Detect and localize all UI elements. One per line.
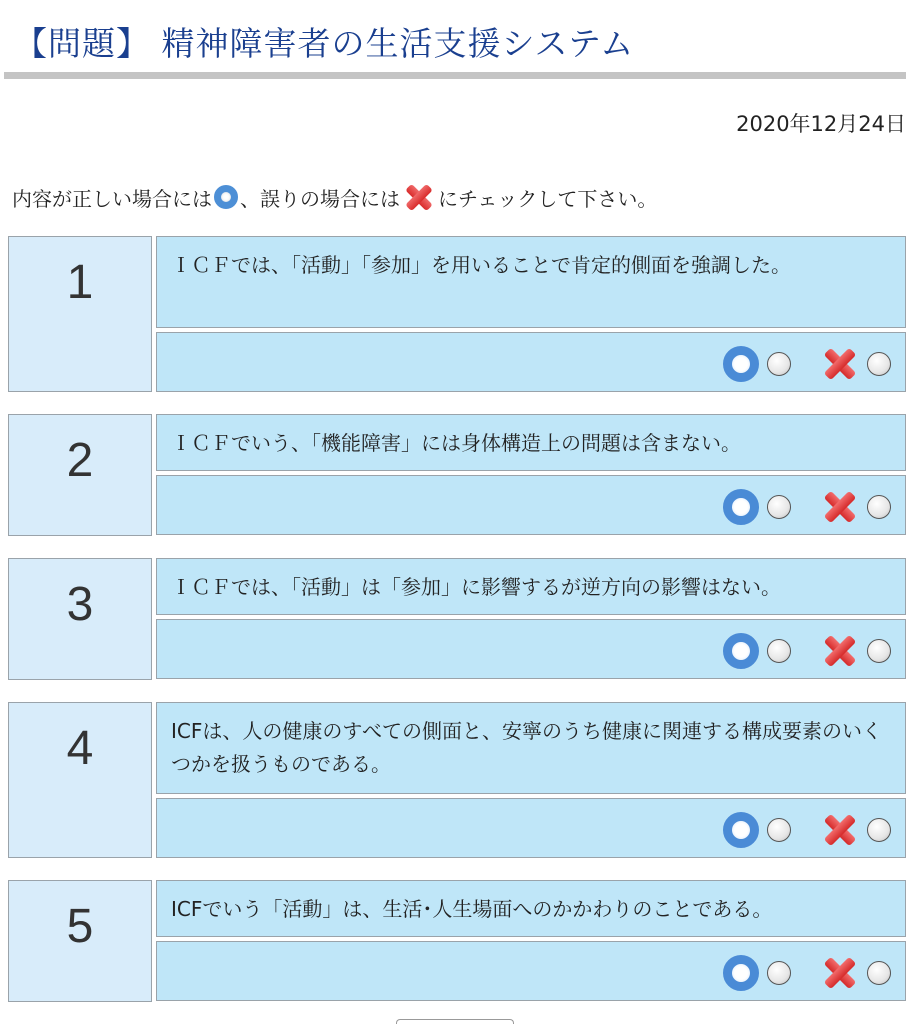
submit-button-edge[interactable]	[396, 1019, 514, 1024]
answer-row	[156, 475, 906, 535]
radio-wrong[interactable]	[867, 639, 891, 663]
answer-options	[723, 345, 891, 383]
question-number: 4	[8, 702, 152, 858]
wrong-cross-icon[interactable]	[821, 632, 859, 670]
radio-correct[interactable]	[767, 818, 791, 842]
answer-options	[723, 811, 891, 849]
wrong-cross-icon[interactable]	[821, 954, 859, 992]
answer-row	[156, 798, 906, 858]
page-title: 【問題】 精神障害者の生活支援システム	[14, 24, 635, 63]
correct-circle-icon[interactable]	[723, 633, 759, 669]
radio-wrong[interactable]	[867, 495, 891, 519]
question-text: ICFは、人の健康のすべての側面と、安寧のうち健康に関連する構成要素のいくつかを扱うものである。	[156, 702, 906, 794]
correct-circle-icon	[214, 185, 238, 209]
radio-correct[interactable]	[767, 495, 791, 519]
wrong-cross-icon[interactable]	[821, 345, 859, 383]
instruction-part3: にチェックして下さい。	[438, 186, 658, 211]
question-4	[8, 702, 906, 858]
answer-row	[156, 332, 906, 392]
correct-circle-icon[interactable]	[723, 812, 759, 848]
wrong-cross-icon[interactable]	[821, 488, 859, 526]
question-1	[8, 236, 906, 392]
instruction-part2: 、誤りの場合には	[240, 186, 400, 211]
question-number: 3	[8, 558, 152, 680]
question-number: 1	[8, 236, 152, 392]
question-number: 2	[8, 414, 152, 536]
question-3	[8, 558, 906, 680]
radio-correct[interactable]	[767, 352, 791, 376]
radio-wrong[interactable]	[867, 352, 891, 376]
correct-circle-icon[interactable]	[723, 489, 759, 525]
wrong-cross-icon[interactable]	[821, 811, 859, 849]
question-number: 5	[8, 880, 152, 1002]
question-2	[8, 414, 906, 536]
correct-circle-icon[interactable]	[723, 955, 759, 991]
radio-correct[interactable]	[767, 639, 791, 663]
answer-options	[723, 488, 891, 526]
wrong-cross-icon	[402, 180, 436, 214]
instruction-line	[12, 180, 657, 214]
question-text: ICFでいう「活動」は、生活･人生場面へのかかわりのことである。	[156, 880, 906, 937]
instruction-part1: 内容が正しい場合には	[12, 186, 212, 211]
title-divider	[4, 72, 906, 79]
answer-options	[723, 954, 891, 992]
question-5	[8, 880, 906, 1002]
answer-row	[156, 941, 906, 1001]
answer-options	[723, 632, 891, 670]
radio-wrong[interactable]	[867, 818, 891, 842]
question-text: ＩＣＦでいう、「機能障害」には身体構造上の問題は含まない。	[156, 414, 906, 471]
correct-circle-icon[interactable]	[723, 346, 759, 382]
radio-correct[interactable]	[767, 961, 791, 985]
radio-wrong[interactable]	[867, 961, 891, 985]
question-text: ＩＣＦでは、「活動」「参加」を用いることで肯定的側面を強調した。	[156, 236, 906, 328]
question-text: ＩＣＦでは、「活動」は「参加」に影響するが逆方向の影響はない。	[156, 558, 906, 615]
answer-row	[156, 619, 906, 679]
date-label: 2020年12月24日	[736, 112, 906, 136]
